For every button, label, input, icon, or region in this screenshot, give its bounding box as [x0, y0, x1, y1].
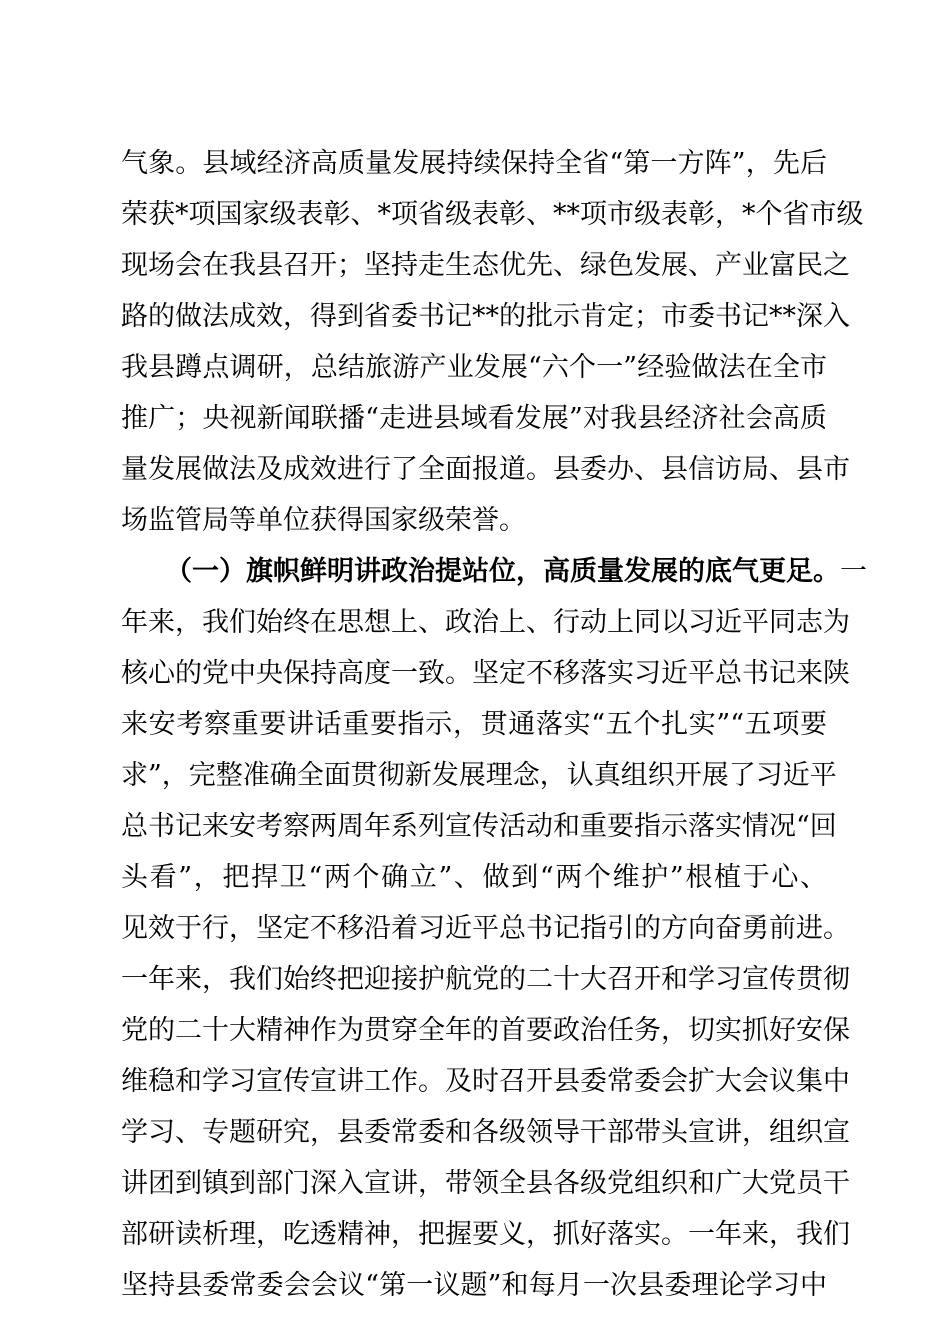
section-heading: （一）旗帜鲜明讲政治提站位，高质量发展的底气更足。	[165, 556, 840, 587]
text-line: 坚持县委常委会会议“第一议题”和每月一次县委理论学习中	[121, 1270, 827, 1301]
text-line: 来安考察重要讲话重要指示，贯通落实“五个扎实”“五项要	[121, 709, 827, 740]
text-line: 场监管局等单位获得国家级荣誉。	[121, 505, 526, 536]
text-line: 党的二十大精神作为贯穿全年的首要政治任务，切实抓好安保	[121, 1015, 850, 1046]
text-line: 总书记来安考察两周年系列宣传活动和重要指示落实情况“回	[121, 811, 837, 842]
text-line: 见效于行，坚定不移沿着习近平总书记指引的方向奋勇前进。	[121, 913, 850, 944]
text-line: 量发展做法及成效进行了全面报道。县委办、县信访局、县市	[121, 454, 850, 485]
text-line: 现场会在我县召开；坚持走生态优先、绿色发展、产业富民之	[121, 250, 850, 281]
text-line: 我县蹲点调研，总结旅游产业发展“六个一”经验做法在全市	[121, 352, 827, 383]
text-line: 头看”，把捍卫“两个确立”、做到“两个维护”根植于心、	[121, 862, 827, 893]
text-line: 路的做法成效，得到省委书记**的批示肯定；市委书记**深入	[121, 301, 850, 332]
text-line: 核心的党中央保持高度一致。坚定不移落实习近平总书记来陕	[121, 658, 850, 689]
text-line: 求”，完整准确全面贯彻新发展理念，认真组织开展了习近平	[121, 760, 837, 791]
section-heading-line	[121, 546, 867, 597]
document-body	[121, 138, 867, 1311]
text-line: 部研读析理，吃透精神，把握要义，抓好落实。一年来，我们	[121, 1219, 850, 1250]
text-line: 学习、专题研究，县委常委和各级领导干部带头宣讲，组织宣	[121, 1117, 850, 1148]
text-line: 年来，我们始终在思想上、政治上、行动上同以习近平同志为	[121, 607, 850, 638]
text-line: 维稳和学习宣传宣讲工作。及时召开县委常委会扩大会议集中	[121, 1066, 850, 1097]
text-line: 讲团到镇到部门深入宣讲，带领全县各级党组织和广大党员干	[121, 1168, 850, 1199]
text-line: 推广；央视新闻联播“走进县域看发展”对我县经济社会高质	[121, 403, 827, 434]
text-line: 一年来，我们始终把迎接护航党的二十大召开和学习宣传贯彻	[121, 964, 850, 995]
section-first-line-rest: 一	[840, 556, 867, 587]
text-line: 气象。县域经济高质量发展持续保持全省“第一方阵”，先后	[121, 148, 827, 179]
text-line: 荣获*项国家级表彰、*项省级表彰、**项市级表彰，*个省市级	[121, 199, 864, 230]
